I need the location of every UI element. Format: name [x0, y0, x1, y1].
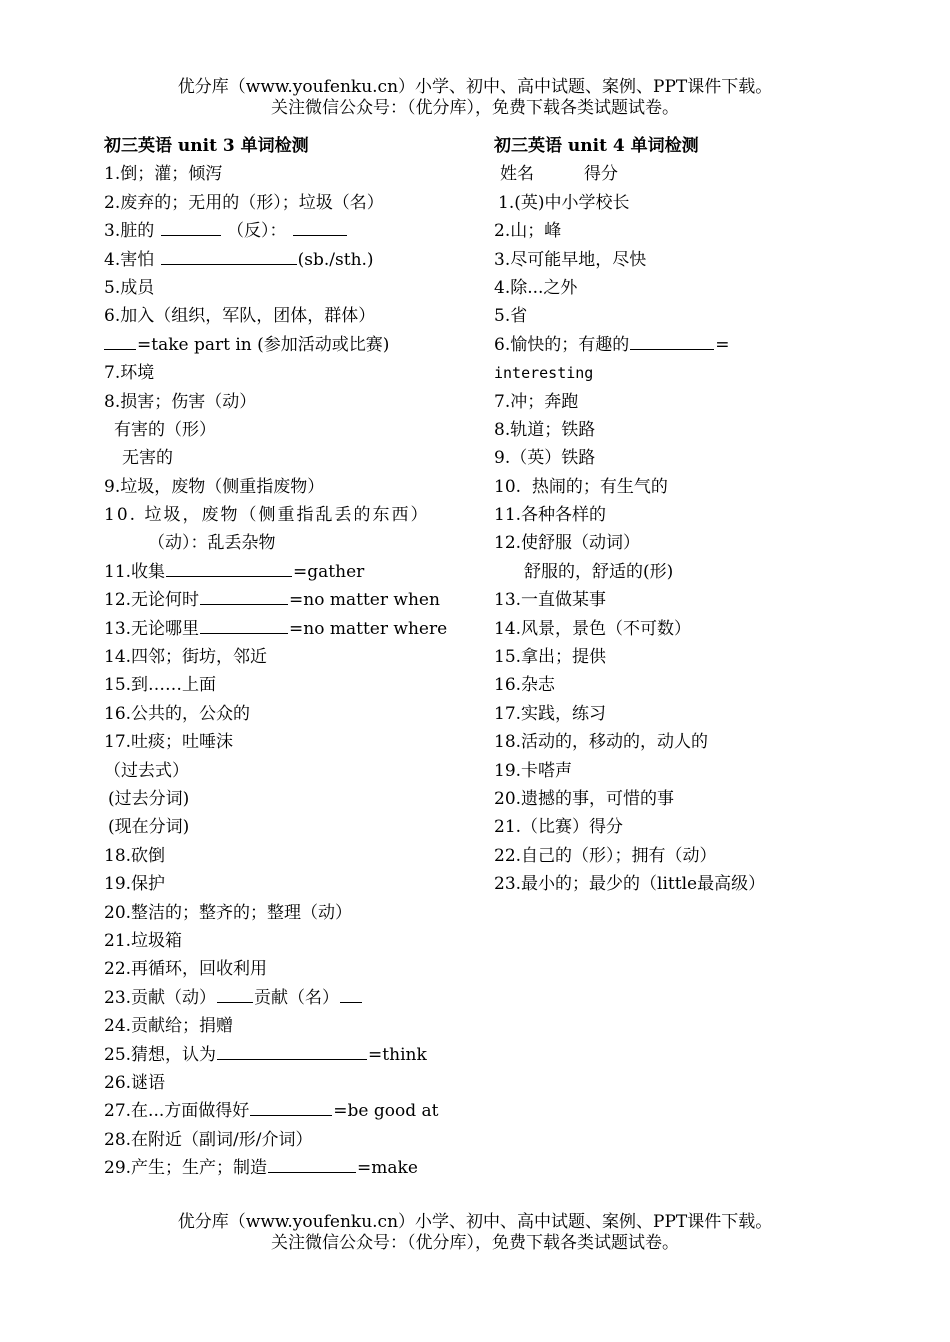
unit4-item-21: 21.（比赛）得分 [494, 817, 624, 838]
unit3-item-13-suffix: =no matter where [289, 618, 448, 639]
unit3-item-7: 7.环境 [104, 363, 155, 384]
unit4-item-12b: 舒服的，舒适的(形) [524, 561, 674, 582]
unit3-item-8b: 有害的（形） [114, 419, 216, 440]
unit3-item-12-suffix: =no matter when [289, 590, 440, 611]
unit3-item-2: 2.废弃的；无用的（形）；垃圾（名） [104, 192, 384, 213]
unit4-item-11: 11.各种各样的 [494, 505, 607, 526]
unit3-item-4-suffix: (sb./sth.) [297, 249, 374, 270]
answer-blank [200, 616, 288, 634]
unit3-item-29 [104, 1154, 484, 1182]
unit3-item-22: 22.再循环，回收利用 [104, 959, 268, 980]
unit3-item-21: 21.垃圾箱 [104, 930, 183, 951]
unit4-item-18: 18.活动的，移动的，动人的 [494, 732, 709, 753]
unit4-name-score-row [494, 160, 834, 188]
unit3-item-15: 15.到……上面 [104, 675, 217, 696]
unit3-item-16: 16.公共的，公众的 [104, 703, 251, 724]
footer-line-1: 优分库（www.youfenku.cn）小学、初中、高中试题、案例、PPT课件下载。 [177, 1212, 773, 1232]
unit3-item-25-suffix: =think [368, 1044, 427, 1065]
unit3-item-17d: (现在分词) [108, 817, 190, 838]
answer-blank [161, 247, 297, 265]
unit4-item-20: 20.遗撼的事，可惜的事 [494, 788, 675, 809]
unit3-item-9: 9.垃圾，废物（侧重指废物） [104, 476, 325, 497]
unit3-item-3-text: 3.脏的 [104, 221, 155, 242]
unit3-item-17b: （过去式） [104, 760, 189, 781]
answer-blank [250, 1098, 332, 1116]
unit3-item-1: 1.倒；灌；倾泻 [104, 164, 223, 185]
unit3-item-20: 20.整洁的；整齐的；整理（动） [104, 902, 353, 923]
unit4-item-8: 8.轨道；铁路 [494, 419, 596, 440]
unit4-item-23: 23.最小的；最少的（little最高级） [494, 874, 766, 895]
answer-blank [200, 587, 288, 605]
unit3-item-6: 6.加入（组织，军队，团体，群体） [104, 306, 376, 327]
unit3-word-test [104, 132, 484, 1182]
unit3-title: 初三英语 unit 3 单词检测 [104, 136, 309, 156]
score-label: 得分 [584, 164, 618, 185]
header-line-2: 关注微信公众号：（优分库），免费下载各类试题试卷。 [271, 98, 679, 118]
unit3-item-24: 24.贡献给；捐赠 [104, 1016, 234, 1037]
unit3-item-27-text: 27.在...方面做得好 [104, 1101, 250, 1122]
unit3-item-23-text: 23.贡献（动） [104, 987, 217, 1008]
unit3-item-6b-text: =take part in (参加活动或比赛) [137, 334, 390, 355]
unit3-item-25-text: 25.猜想，认为 [104, 1044, 217, 1065]
unit4-item-5: 5.省 [494, 306, 528, 327]
answer-blank [217, 1042, 367, 1060]
unit3-item-10: 10. 垃圾，废物（侧重指乱丢的东西） [104, 505, 430, 526]
unit4-title: 初三英语 unit 4 单词检测 [494, 136, 699, 156]
unit4-item-9: 9.（英）铁路 [494, 448, 596, 469]
unit4-item-4: 4.除...之外 [494, 277, 578, 298]
unit4-item-15: 15.拿出；提供 [494, 647, 607, 668]
unit3-item-8c: 无害的 [122, 448, 173, 469]
unit3-item-6b [104, 331, 484, 359]
unit4-word-test [494, 132, 834, 899]
unit3-item-13 [104, 615, 484, 643]
unit3-item-29-suffix: =make [357, 1158, 418, 1179]
answer-blank [630, 332, 714, 350]
answer-blank [268, 1155, 356, 1173]
unit3-item-11-suffix: =gather [293, 561, 365, 582]
unit3-item-17c: (过去分词) [108, 788, 190, 809]
unit3-item-8: 8.损害；伤害（动） [104, 391, 257, 412]
unit3-item-3 [104, 217, 484, 245]
unit3-item-5: 5.成员 [104, 277, 155, 298]
unit4-item-1: 1.(英)中小学校长 [498, 192, 630, 213]
answer-blank [104, 332, 136, 350]
unit4-item-6-text: 6.愉快的；有趣的 [494, 334, 630, 355]
footer-line-2: 关注微信公众号：（优分库），免费下载各类试题试卷。 [271, 1233, 679, 1253]
unit4-item-6-word: interesting [494, 364, 594, 383]
unit3-item-25 [104, 1041, 484, 1069]
unit3-item-12 [104, 586, 484, 614]
unit3-item-19: 19.保护 [104, 874, 166, 895]
page-footer [0, 1212, 950, 1254]
unit3-item-26: 26.谜语 [104, 1072, 166, 1093]
answer-blank [340, 985, 362, 1003]
unit3-item-17: 17.吐痰；吐唾沫 [104, 732, 234, 753]
unit4-item-7: 7.冲；奔跑 [494, 391, 579, 412]
unit3-item-4 [104, 246, 484, 274]
answer-blank [166, 559, 292, 577]
unit3-item-27 [104, 1097, 484, 1125]
page-header [0, 77, 950, 119]
header-line-1: 优分库（www.youfenku.cn）小学、初中、高中试题、案例、PPT课件下载。 [177, 77, 773, 97]
answer-blank [161, 218, 221, 236]
unit3-item-18: 18.砍倒 [104, 845, 166, 866]
unit3-item-4-text: 4.害怕 [104, 249, 155, 270]
unit3-item-13-text: 13.无论哪里 [104, 618, 200, 639]
unit4-item-16: 16.杂志 [494, 675, 556, 696]
unit4-item-17: 17.实践，练习 [494, 703, 607, 724]
answer-blank [217, 985, 253, 1003]
unit4-item-2: 2.山；峰 [494, 221, 562, 242]
unit3-item-3-antonym: （反）： [227, 221, 287, 242]
unit3-item-28: 28.在附近（副词/形/介词） [104, 1129, 313, 1150]
unit4-item-13: 13.一直做某事 [494, 590, 607, 611]
unit3-item-11-text: 11.收集 [104, 561, 166, 582]
unit3-item-10b: （动）：乱丢杂物 [148, 533, 276, 554]
unit3-item-12-text: 12.无论何时 [104, 590, 200, 611]
name-label: 姓名 [500, 164, 534, 185]
answer-blank [293, 218, 347, 236]
unit4-item-22: 22.自己的（形）；拥有（动） [494, 845, 717, 866]
unit3-item-11 [104, 558, 484, 586]
unit4-item-3: 3.尽可能早地，尽快 [494, 249, 647, 270]
unit3-item-14: 14.四邻；街坊，邻近 [104, 647, 268, 668]
unit4-item-12: 12.使舒服（动词） [494, 533, 641, 554]
unit4-item-10: 10. 热闹的；有生气的 [494, 476, 668, 497]
unit3-item-23 [104, 984, 484, 1012]
unit4-item-6 [494, 331, 834, 359]
unit3-item-23-noun: 贡献（名） [254, 987, 340, 1008]
unit3-item-29-text: 29.产生；生产；制造 [104, 1158, 268, 1179]
unit3-item-27-suffix: =be good at [333, 1101, 439, 1122]
unit4-item-19: 19.卡嗒声 [494, 760, 573, 781]
unit4-item-14: 14.风景，景色（不可数） [494, 618, 692, 639]
unit4-item-6-equals: = [715, 334, 730, 355]
